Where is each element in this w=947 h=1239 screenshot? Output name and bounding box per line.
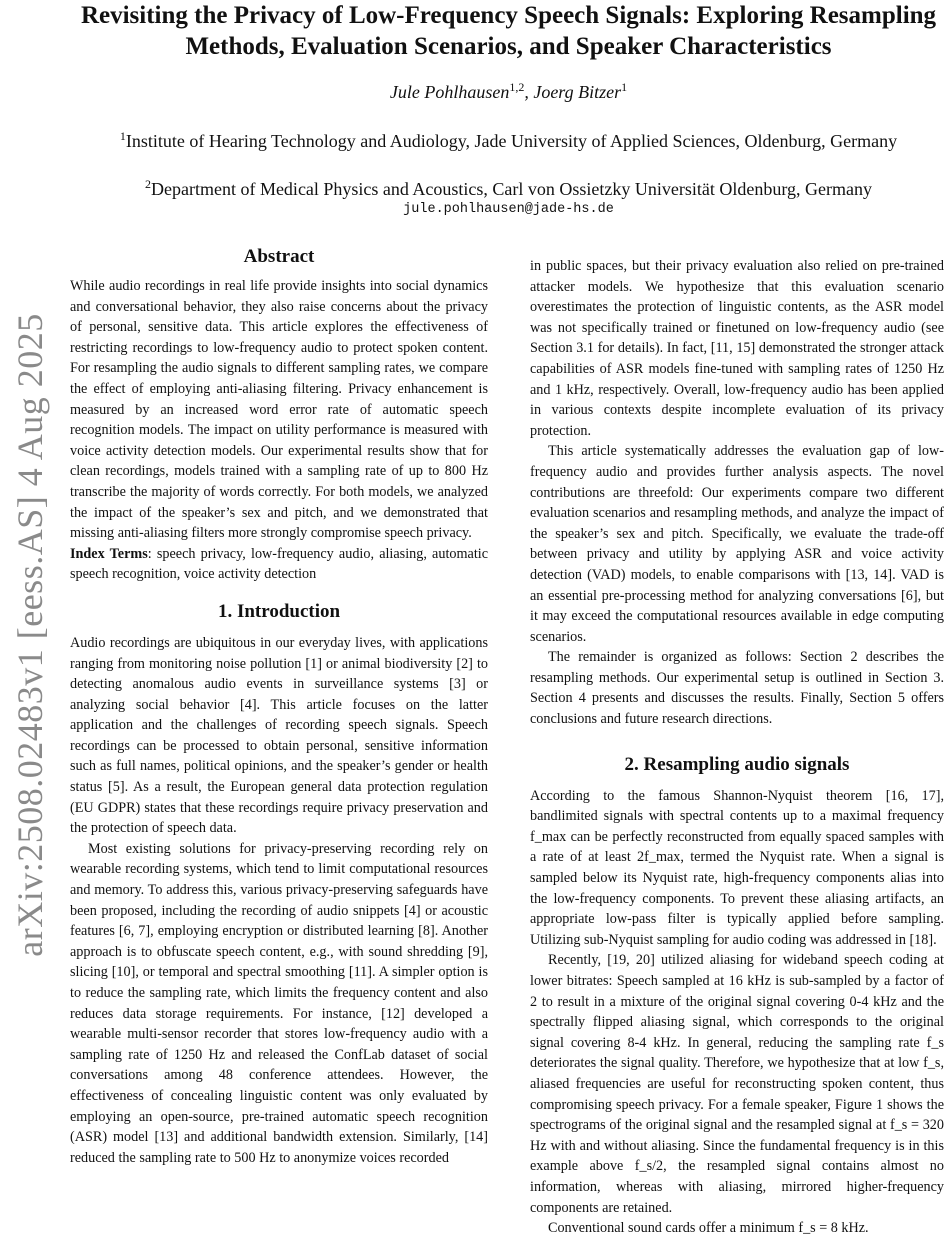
paragraph: Recently, [19, 20] utilized aliasing for wideband speech coding at lower bitrates: Speech sampled at 16 kHz is sub-sampled by a factor of 2 to result in a mixture of the original signal covering 0-4 kHz and the spectrally flipped aliasing signal, which corresponds to the original signal covering 8-4 kHz. In general, reducing the sampling rate f_s deteriorates the signal quality. Therefore, we hypothesize that at low f_s, aliased frequencies are useful for reconstructing spoken content, thus compromising speech privacy. For a female speaker, Figure 1 shows the spectrograms of the original signal and the resampled signal at f_s = 320 Hz with and without aliasing. Since the fundamental frequency is in this example above f_s/2, the resampled signal contains almost no information, whereas with aliasing, mirrored higher-frequency components are retained. <box>530 952 944 1216</box>
abstract-text: While audio recordings in real life provide insights into social dynamics and conversational behavior, they also raise concerns about the privacy of personal, sensitive data. This article explores the effectiveness of restricting recordings to low-frequency audio to protect spoken content. For resampling the audio signals to different sampling rates, we compare the effect of employing anti-aliasing filtering. Privacy enhancement is measured by an increased word error rate of automatic speech recognition models. The impact on utility performance is measured with voice activity detection models. Our experimental results show that for clean recordings, models trained with a sampling rate of up to 800 Hz transcribe the majority of words correctly. For both models, we analyzed the impact of the speaker’s sex and pitch, and we demonstrated that missing anti-aliasing filters more strongly compromise speech privacy. <box>70 278 488 542</box>
affiliation <box>70 124 947 153</box>
right-column <box>530 256 944 1239</box>
section-heading-introduction: 1. Introduction <box>217 600 341 622</box>
affiliation-text: Institute of Hearing Technology and Audiology, Jade University of Applied Sciences, Oldenburg, Germany <box>125 131 898 151</box>
left-column <box>70 244 488 1168</box>
author-name: Jule Pohlhausen <box>389 82 510 102</box>
paragraph: The remainder is organized as follows: Section 2 describes the resampling methods. Our experimental setup is outlined in Section 3. Section 4 presents and discusses the results. Finally, Section 5 offers conclusions and future research directions. <box>530 649 944 728</box>
arxiv-identifier-text: arXiv:2508.02483v1 [eess.AS] 4 Aug 2025 <box>10 313 50 957</box>
paragraph: Most existing solutions for privacy-preserving recording rely on wearable recording systems, which tend to limit computational resources and memory. To address this, various privacy-preserving safeguards have been proposed, including the recording of audio snippets [4] or acoustic features [6, 7], employing encryption or distributed learning [8]. Another approach is to obfuscate speech content, e.g., with sound shredding [9], slicing [10], or temporal and spectral smoothing [11]. A simpler option is to reduce the sampling rate, which limits the frequency content and also reduces data storage requirements. For instance, [12] developed a wearable multi-sensor recorder that stores low-frequency audio with a sampling rate of 1250 Hz and released the ConfLab dataset of social conversations among 48 conference attendees. However, the effectiveness of concealing linguistic content was only evaluated by employing an open-source, pre-trained automatic speech recognition (ASR) model [13] and additional bandwidth extension. Similarly, [14] reduced the sampling rate to 500 Hz to anonymize voices recorded <box>70 840 488 1166</box>
section-heading-resampling: 2. Resampling audio signals <box>624 753 850 775</box>
author-list: Jule Pohlhausen$^{1,2}$, Joerg Bitzer$^1$ <box>389 80 628 102</box>
arxiv-identifier-stamp <box>6 290 54 980</box>
paper-title: Revisiting the Privacy of Low-Frequency Speech Signals: Exploring Resampling Methods, Evaluation Scenarios, and Speaker Characteristics <box>80 2 937 60</box>
author-affil-mark: 1,2 <box>509 80 525 94</box>
index-terms-text: : speech privacy, low-frequency audio, aliasing, automatic speech recognition, voice activity detection <box>70 545 488 583</box>
author-affil-mark: 1 <box>621 80 628 94</box>
affiliation-mark: 2 <box>144 177 151 191</box>
abstract-heading: Abstract <box>243 246 315 267</box>
author-name: Joerg Bitzer <box>533 82 622 102</box>
paragraph: Audio recordings are ubiquitous in our everyday lives, with applications ranging from monitoring noise pollution [1] or animal biodiversity [2] to detecting anomalous audio events in surveillance systems [3] or analyzing social behavior [4]. This article focuses on the latter application and the challenges of recording speech signals. Speech recordings can be processed to obtain personal, sensitive information such as full names, political opinions, and the speaker’s gender or health status [5]. As a result, the European general data protection regulation (EU GDPR) states that these recordings require privacy preservation and the protection of speech data. <box>70 634 488 837</box>
affiliation-text: Department of Medical Physics and Acoustics, Carl von Ossietzky Universität Oldenburg, Germany <box>150 179 873 199</box>
affiliation-mark: 1 <box>119 129 126 143</box>
paragraph: According to the famous Shannon-Nyquist theorem [16, 17], bandlimited signals with spectral contents up to a maximal frequency f_max can be perfectly reconstructed from equally spaced samples with a rate of at least 2f_max, termed the Nyquist rate. When a signal is sampled below its Nyquist rate, high-frequency components alias into the low-frequency components. To prevent these aliasing artifacts, an appropriate low-pass filter is typically applied before sampling. Utilizing sub-Nyquist sampling for audio coding was addressed in [18]. <box>530 787 944 948</box>
contact-email: jule.pohlhausen@jade-hs.de <box>403 202 614 217</box>
index-terms-label: Index Terms <box>70 545 148 562</box>
paragraph: Conventional sound cards offer a minimum f_s = 8 kHz. <box>548 1220 869 1237</box>
affiliation <box>70 172 947 201</box>
paragraph: in public spaces, but their privacy evaluation also relied on pre-trained attacker models. We hypothesize that this evaluation scenario overestimates the protection of linguistic contents, as the ASR model was not specifically trained or finetuned on low-frequency audio (see Section 3.1 for details). In fact, [11, 15] demonstrated the stronger attack capabilities of ASR models fine-tuned with sampling rates of 1250 Hz and 1 kHz, respectively. Overall, low-frequency audio has been applied in various contexts despite incomplete evaluation of its privacy protection. <box>530 258 944 439</box>
index-terms <box>70 544 488 585</box>
paragraph: This article systematically addresses the evaluation gap of low-frequency audio and provides further analysis aspects. The novel contributions are threefold: Our experiments compare two different evaluation scenarios and resampling methods, and analyze the impact of the speaker’s sex and pitch. Specifically, we evaluate the trade-off between privacy and utility by applying ASR and voice activity detection (VAD) models, to enable comparisons with [13, 14]. VAD is an essential pre-processing method for analyzing conversations [6], but it may exceed the computational resources available in edge computing scenarios. <box>530 443 944 645</box>
